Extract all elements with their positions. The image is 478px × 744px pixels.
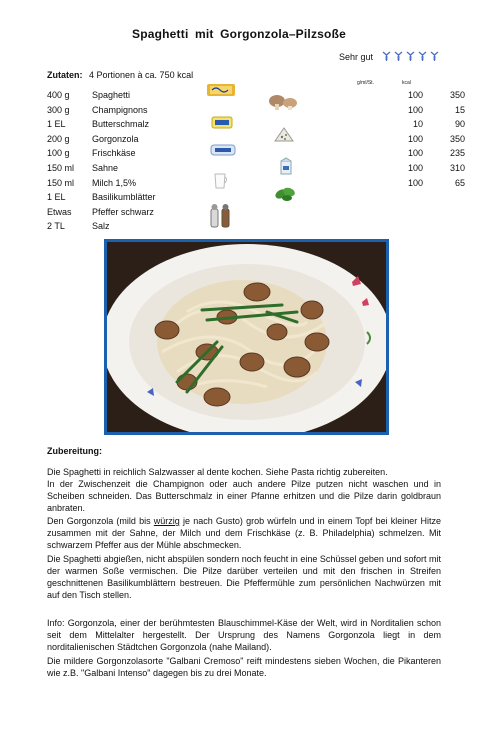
ingredient-row <box>47 89 465 101</box>
recipe-title: Spaghetti mit Gorgonzola–Pilzsoße <box>132 27 346 41</box>
ingredient-row <box>47 191 427 203</box>
ingredient-name: Spaghetti <box>92 90 131 100</box>
ingredient-kcal: 15 <box>454 104 465 115</box>
info-paragraph-2: Die mildere Gorgonzolasorte "Galbani Cremoso" reift mindestens sieben Wochen, die Pikanteren wie z.B. "Galbani Intenso" dagegen bis zu drei Monate. <box>47 656 441 678</box>
rating-label: Sehr gut <box>339 51 374 62</box>
ingredient-row <box>47 220 427 232</box>
ingredient-amount: 1 EL <box>47 192 66 203</box>
ingredient-row <box>47 118 465 130</box>
cream-cheese-icon <box>210 143 236 162</box>
step-2: In der Zwischenzeit die Champignon oder auch andere Pilze putzen nicht waschen und in Scheiben schneiden. Das Butterschmalz in einer Pfanne erhitzen und die Pilze darin goldbraun anbraten. <box>47 479 441 513</box>
salt-pepper-grinder-icon <box>209 203 231 234</box>
ingredient-kcal: 310 <box>449 163 465 173</box>
milk-jug-icon <box>212 171 228 194</box>
ingredient-amount: 2 TL <box>47 221 65 232</box>
cream-carton-icon <box>280 157 292 180</box>
ingredient-kcal: 235 <box>449 148 465 159</box>
ingredient-grams: 100 <box>407 133 423 144</box>
step-1: Die Spaghetti in reichlich Salzwasser al dente kochen. Siehe Pasta richtig zubereiten. <box>47 467 388 477</box>
basil-icon <box>273 185 299 208</box>
ingredient-kcal: 350 <box>449 90 465 100</box>
ingredient-row <box>47 206 427 218</box>
ingredient-row <box>47 177 465 189</box>
step-3-text-b: je nach Gusto) grob würfeln und in einem Topf bei kleiner Hitze zusammen mit der Sahne, der Milch und dem Frischkäse (z. B. Philadelphia) schmelzen. Mit schwarzem Pfeffer aus der Mühle abschmecken. <box>47 516 441 550</box>
corkscrew-icon <box>430 51 439 62</box>
butter-tub-icon <box>211 115 233 134</box>
ingredient-row <box>47 147 465 159</box>
ingredient-kcal: 90 <box>454 119 465 130</box>
mushroom-icon <box>268 93 298 116</box>
ingredient-name: Gorgonzola <box>92 133 139 144</box>
pasta-package-icon <box>207 83 235 102</box>
servings-value: 4 Portionen à ca. 750 kcal <box>89 70 194 80</box>
dish-photo <box>104 239 389 435</box>
ingredient-grams: 100 <box>407 104 423 115</box>
ingredient-row <box>47 104 465 116</box>
ingredient-name: Salz <box>92 221 110 232</box>
ingredient-name: Milch 1,5% <box>92 177 137 188</box>
ingredient-amount: 150 ml <box>47 177 75 188</box>
corkscrew-icon <box>418 51 427 62</box>
ingredient-grams: 10 <box>412 119 423 130</box>
ingredient-amount: Etwas <box>47 206 72 217</box>
ingredient-grams: 100 <box>407 163 423 173</box>
ingredient-amount: 100 g <box>47 148 70 159</box>
ingredient-name: Frischkäse <box>92 148 136 159</box>
gorgonzola-icon <box>274 127 294 148</box>
ingredient-name: Sahne <box>92 163 119 173</box>
ingredient-amount: 400 g <box>47 90 70 100</box>
ingredient-name: Basilikumblätter <box>92 192 156 203</box>
servings <box>47 70 193 80</box>
corkscrew-icon <box>394 51 403 62</box>
ingredient-grams: 100 <box>407 148 423 159</box>
ingredient-kcal: 65 <box>454 177 465 188</box>
ingredient-row <box>47 162 465 174</box>
col-header-kcal: kcal <box>402 80 411 86</box>
ingredient-name: Champignons <box>92 104 148 115</box>
step-3-text-a: Den Gorgonzola (mild bis <box>47 516 154 526</box>
ingredient-amount: 1 EL <box>47 119 66 130</box>
ingredient-amount: 150 ml <box>47 163 75 173</box>
corkscrew-icon <box>406 51 415 62</box>
ingredient-row <box>47 133 465 145</box>
preparation-heading: Zubereitung: <box>47 446 102 456</box>
ingredient-amount: 300 g <box>47 104 70 115</box>
rating <box>339 51 442 62</box>
ingredient-name: Pfeffer schwarz <box>92 206 154 217</box>
corkscrew-icon <box>382 51 391 62</box>
step-4: Die Spaghetti abgießen, nicht abspülen sondern noch feucht in eine Schüssel geben und sofort mit der warmen Soße vermischen. Die Pilze darüber verteilen und mit den frischen in Streifen geschnittenen Basilikumblättern bestreuen. Die Pfeffermühle zum persönlichen Nachwürzen mit auf den Tisch stellen. <box>47 554 441 600</box>
rating-icons <box>382 51 442 62</box>
ingredient-amount: 200 g <box>47 133 70 144</box>
step-3 <box>47 515 441 551</box>
ingredient-kcal: 350 <box>449 133 465 144</box>
col-header-grams: g/ml/St. <box>357 80 374 86</box>
step-3-underlined: würzig <box>153 516 180 526</box>
servings-label: Zutaten: <box>47 70 83 80</box>
ingredient-grams: 100 <box>407 177 423 188</box>
ingredient-name: Butterschmalz <box>92 119 150 130</box>
info-paragraph-1: Info: Gorgonzola, einer der berühmtesten Blauschimmel-Käse der Welt, wird in Norditalien schon seit dem Mittelalter hergestellt. Der Ursprung des Namens Gorgonzola liegt in dem norditalienischen Städtchen Gorgonzola (nahe Mailand). <box>47 618 441 652</box>
ingredient-grams: 100 <box>407 90 423 100</box>
